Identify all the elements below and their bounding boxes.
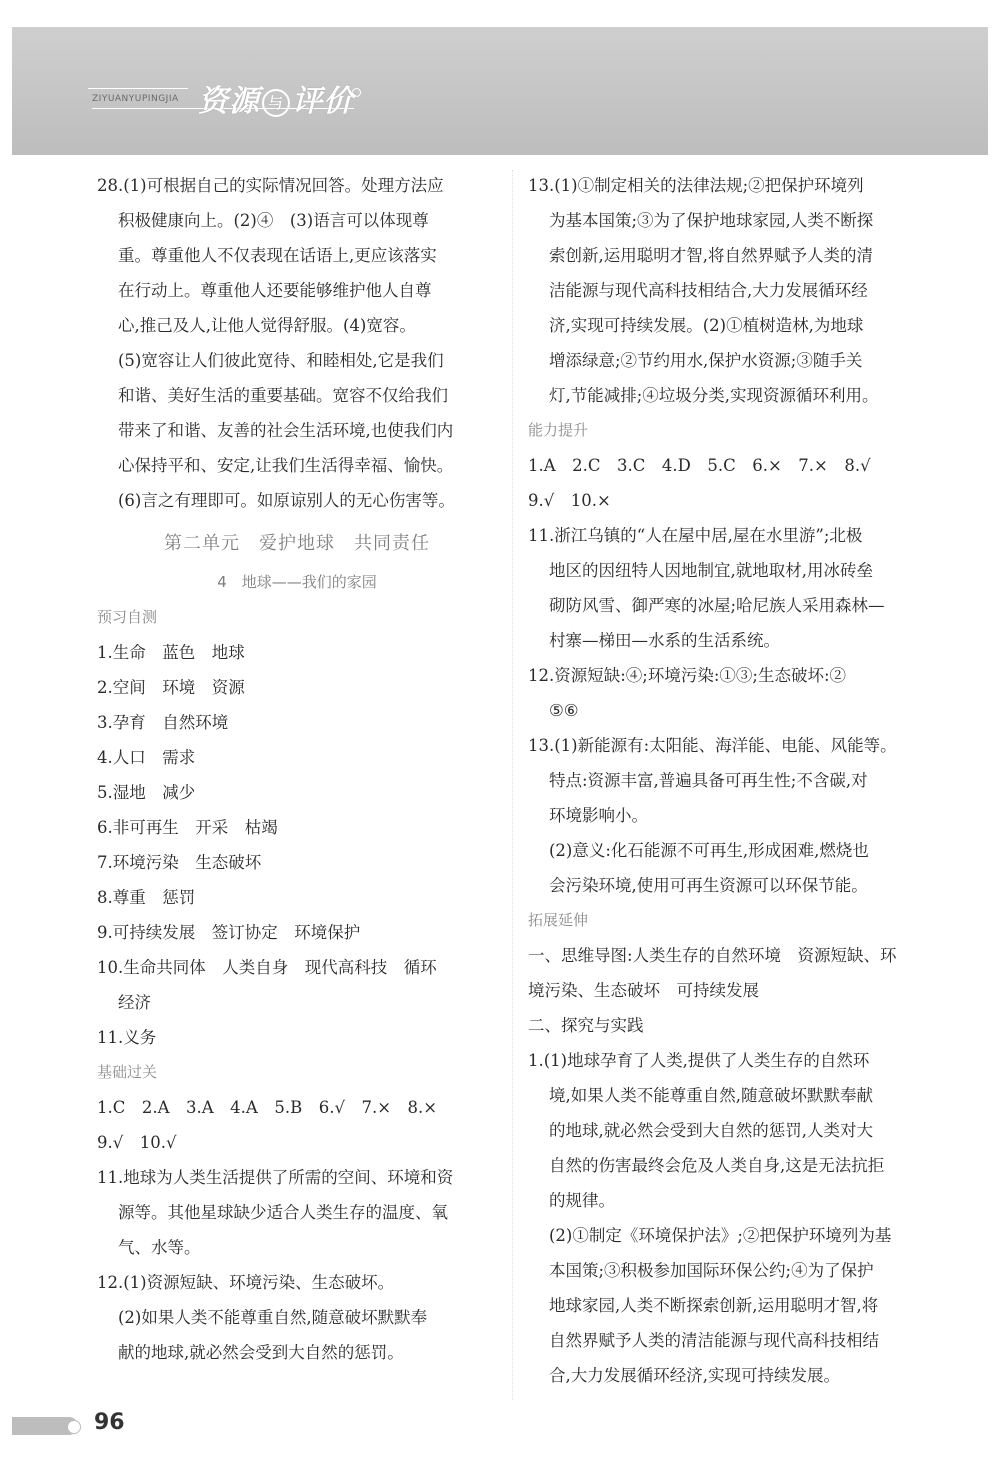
header-banner: [12, 27, 988, 155]
text-line: 自然界赋予人类的清洁能源与现代高科技相结: [549, 1331, 879, 1350]
text-line: 境,如果人类不能尊重自然,随意破坏默默奉献: [549, 1086, 873, 1105]
choice-answers: 1.C 2.A 3.A 4.A 5.B 6.√ 7.× 8.×: [97, 1098, 438, 1117]
answer-a11: [528, 518, 924, 658]
preview-answers: [97, 635, 497, 1055]
list-item: 5.湿地 减少: [97, 783, 196, 802]
text-line: 的地球,就必然会受到大自然的惩罚,人类对大: [549, 1121, 873, 1140]
text-line: 增添绿意;②节约用水,保护水资源;③随手关: [549, 351, 863, 370]
header-title: [198, 76, 354, 120]
text-line: 13.(1)新能源有:太阳能、海洋能、电能、风能等。: [528, 736, 897, 755]
left-column: [97, 168, 497, 1370]
list-item: 6.非可再生 开采 枯竭: [97, 818, 278, 837]
text-line: 13.(1)①制定相关的法律法规;②把保护环境列: [528, 176, 864, 195]
text-line: (2)如果人类不能尊重自然,随意破坏默默奉: [118, 1308, 428, 1327]
text-line: 自然的伤害最终会危及人类自身,这是无法抗拒: [549, 1156, 885, 1175]
page-number: 96: [94, 1410, 125, 1435]
text-line: (2)意义:化石能源不可再生,形成困难,燃烧也: [549, 841, 869, 860]
text-line: 11.浙江乌镇的“人在屋中居,屋在水里游”;北极: [528, 526, 863, 545]
list-item: 11.义务: [97, 1028, 157, 1047]
text-line: 积极健康向上。(2)④ (3)语言可以体现尊: [118, 211, 429, 230]
text-line: 重。尊重他人不仅表现在话语上,更应该落实: [118, 246, 437, 265]
header-pinyin: ZIYUANYUPINGJIA: [92, 94, 179, 104]
text-line: 为基本国策;③为了保护地球家园,人类不断探: [549, 211, 874, 230]
text-line: 索创新,运用聪明才智,将自然界赋予人类的清: [549, 246, 873, 265]
footer-dot-icon: [67, 1420, 81, 1434]
text-line: 特点:资源丰富,普遍具备可再生性;不含碳,对: [549, 771, 868, 790]
header-title-part-b: 评价: [292, 84, 354, 119]
choice-answers: 9.√ 10.√: [97, 1133, 177, 1152]
choice-answers: 1.A 2.C 3.C 4.D 5.C 6.× 7.× 8.√: [528, 456, 871, 475]
unit-title: 第二单元 爱护地球 共同责任: [164, 533, 430, 554]
text-line: 的规律。: [549, 1191, 615, 1210]
text-line: 环境影响小。: [549, 806, 648, 825]
text-line: 本国策;③积极参加国际环保公约;④为了保护: [549, 1261, 874, 1280]
text-line: 境污染、生态破坏 可持续发展: [528, 981, 759, 1000]
text-line: (2)①制定《环境保护法》;②把保护环境列为基: [549, 1226, 892, 1245]
list-item: 9.可持续发展 签订协定 环境保护: [97, 923, 361, 942]
text-line: 气、水等。: [118, 1238, 201, 1257]
text-line: 和谐、美好生活的重要基础。宽容不仅给我们: [118, 386, 448, 405]
right-column: [528, 168, 924, 1393]
answer-a13: [528, 728, 924, 903]
text-line: ⑤⑥: [549, 701, 579, 720]
text-line: 带来了和谐、友善的社会生活环境,也使我们内: [118, 421, 454, 440]
text-line: 12.资源短缺:④;环境污染:①③;生态破坏:②: [528, 666, 847, 685]
choice-answers: 9.√ 10.×: [528, 491, 611, 510]
text-line: 28.(1)可根据自己的实际情况回答。处理方法应: [97, 176, 444, 195]
explore-heading: 二、探究与实践: [528, 1016, 644, 1035]
list-item: 8.尊重 惩罚: [97, 888, 196, 907]
text-line: 源等。其他星球缺少适合人类生存的温度、氧: [118, 1203, 448, 1222]
text-line: 心,推己及人,让他人觉得舒服。(4)宽容。: [118, 316, 416, 335]
list-item: 10.生命共同体 人类自身 现代高科技 循环: [97, 958, 437, 977]
text-line: 灯,节能减排;④垃圾分类,实现资源循环利用。: [549, 386, 879, 405]
section-heading-ability: 能力提升: [528, 421, 589, 439]
text-line: 砌防风雪、御严寒的冰屋;哈尼族人采用森林—: [549, 596, 885, 615]
header-title-part-a: 资源: [198, 84, 260, 119]
list-item: 经济: [118, 993, 151, 1012]
answer-e1: [528, 1043, 924, 1218]
header-arrow-line: [88, 88, 188, 89]
text-line: 合,大力发展循环经济,实现可持续发展。: [549, 1366, 840, 1385]
text-line: 心保持平和、安定,让我们生活得幸福、愉快。: [118, 456, 454, 475]
answer-e2: [528, 1218, 924, 1393]
text-line: 11.地球为人类生活提供了所需的空间、环境和资: [97, 1168, 454, 1187]
header-title-yu: 与: [262, 89, 290, 117]
section-heading-basic: 基础过关: [97, 1063, 158, 1081]
text-line: 村寨—梯田—水系的生活系统。: [549, 631, 780, 650]
section-heading-preview: 预习自测: [97, 608, 158, 626]
text-line: 献的地球,就必然会受到大自然的惩罚。: [118, 1343, 404, 1362]
answer-a12: [528, 658, 924, 728]
answer-13: [528, 168, 924, 413]
text-line: (5)宽容让人们彼此宽待、和睦相处,它是我们: [118, 351, 444, 370]
text-line: 地球家园,人类不断探索创新,运用聪明才智,将: [549, 1296, 879, 1315]
list-item: 2.空间 环境 资源: [97, 678, 245, 697]
list-item: 1.生命 蓝色 地球: [97, 643, 245, 662]
text-line: 会污染环境,使用可再生资源可以环保节能。: [549, 876, 868, 895]
lesson-title: 4 地球——我们的家园: [217, 573, 377, 591]
text-line: 在行动上。尊重他人还要能够维护他人自尊: [118, 281, 432, 300]
section-heading-extend: 拓展延伸: [528, 911, 589, 929]
column-divider: [512, 170, 513, 1400]
text-line: 地区的因纽特人因地制宜,就地取材,用冰砖垒: [549, 561, 873, 580]
text-line: 12.(1)资源短缺、环境污染、生态破坏。: [97, 1273, 395, 1292]
answer-b11: [97, 1160, 497, 1265]
text-line: 济,实现可持续发展。(2)①植树造林,为地球: [549, 316, 864, 335]
text-line: (6)言之有理即可。如原谅别人的无心伤害等。: [118, 491, 455, 510]
text-line: 一、思维导图:人类生存的自然环境 资源短缺、环: [528, 946, 897, 965]
list-item: 4.人口 需求: [97, 748, 196, 767]
text-line: 洁能源与现代高科技相结合,大力发展循环经: [549, 281, 868, 300]
text-line: 1.(1)地球孕育了人类,提供了人类生存的自然环: [528, 1051, 870, 1070]
answer-28: [97, 168, 497, 518]
list-item: 7.环境污染 生态破坏: [97, 853, 262, 872]
list-item: 3.孕育 自然环境: [97, 713, 229, 732]
